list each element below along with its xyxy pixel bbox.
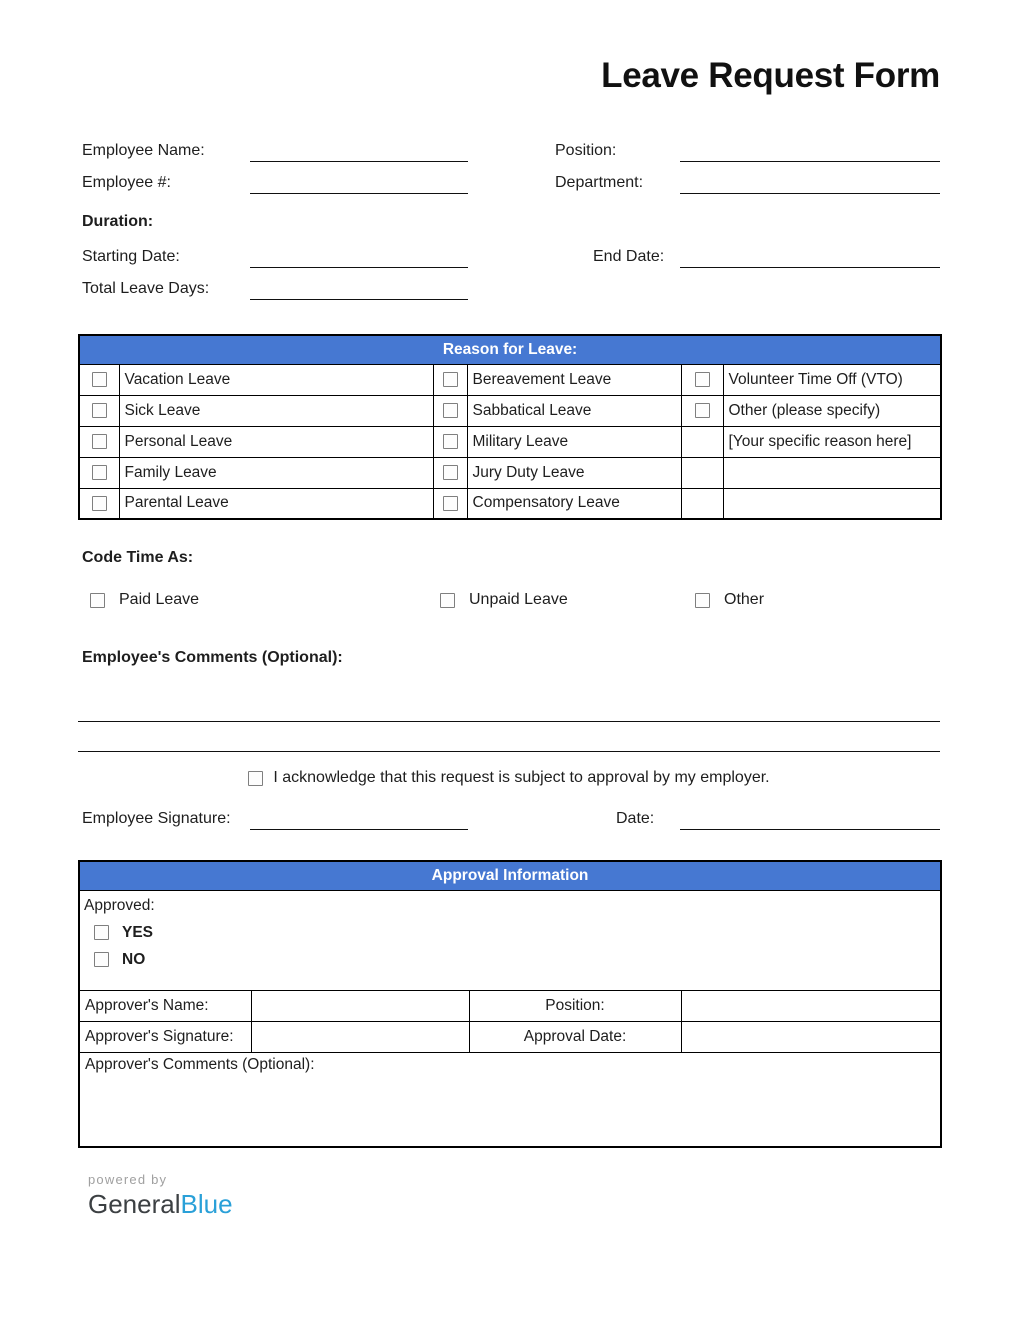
approver-comments-label: Approver's Comments (Optional): bbox=[85, 1055, 315, 1073]
approver-signature-label: Approver's Signature: bbox=[79, 1021, 251, 1052]
employee-name-field[interactable] bbox=[250, 140, 468, 162]
personal-leave-checkbox-cell bbox=[79, 426, 119, 457]
brand-blue-text: Blue bbox=[180, 1189, 233, 1219]
parental-leave-checkbox-cell bbox=[79, 488, 119, 519]
approval-date-label: Approval Date: bbox=[469, 1021, 681, 1052]
position-label: Position: bbox=[555, 142, 617, 159]
military-leave-checkbox-cell bbox=[433, 426, 467, 457]
duration-label: Duration: bbox=[82, 213, 154, 230]
specific-reason-placeholder[interactable]: [Your specific reason here] bbox=[723, 426, 941, 457]
sick-leave-checkbox[interactable] bbox=[92, 403, 107, 418]
brand-general-text: General bbox=[88, 1189, 181, 1219]
code-time-options bbox=[78, 588, 940, 612]
approval-no-option bbox=[84, 951, 936, 969]
unpaid-leave-option bbox=[440, 591, 695, 609]
empty-checkbox-cell bbox=[681, 426, 723, 457]
employee-number-department-row bbox=[78, 162, 940, 194]
department-field[interactable] bbox=[680, 172, 940, 194]
form-title: Leave Request Form bbox=[601, 56, 940, 95]
paid-leave-label: Paid Leave bbox=[119, 591, 200, 608]
military-leave-label: Military Leave bbox=[467, 426, 681, 457]
employee-signature-field[interactable] bbox=[250, 808, 468, 830]
position-field[interactable] bbox=[680, 140, 940, 162]
vacation-leave-label: Vacation Leave bbox=[119, 364, 433, 395]
empty-cell bbox=[723, 457, 941, 488]
jury-duty-leave-checkbox[interactable] bbox=[443, 465, 458, 480]
employee-signature-label: Employee Signature: bbox=[82, 810, 231, 827]
employee-number-field[interactable] bbox=[250, 172, 468, 194]
empty-checkbox-cell bbox=[681, 457, 723, 488]
sabbatical-leave-checkbox[interactable] bbox=[443, 403, 458, 418]
compensatory-leave-label: Compensatory Leave bbox=[467, 488, 681, 519]
approver-position-input-cell[interactable] bbox=[681, 990, 941, 1021]
other-reason-checkbox-cell bbox=[681, 395, 723, 426]
employee-comments-label: Employee's Comments (Optional): bbox=[82, 649, 343, 666]
jury-duty-leave-label: Jury Duty Leave bbox=[467, 457, 681, 488]
other-reason-label: Other (please specify) bbox=[723, 395, 941, 426]
reason-row-3 bbox=[79, 426, 941, 457]
approval-information-table bbox=[78, 860, 942, 1148]
approval-yes-label: YES bbox=[122, 923, 154, 941]
vto-checkbox[interactable] bbox=[695, 372, 710, 387]
other-code-option bbox=[695, 591, 764, 609]
other-code-label: Other bbox=[724, 591, 765, 608]
sick-leave-label: Sick Leave bbox=[119, 395, 433, 426]
approver-position-label: Position: bbox=[469, 990, 681, 1021]
bereavement-leave-checkbox-cell bbox=[433, 364, 467, 395]
reason-for-leave-table bbox=[78, 334, 942, 520]
employee-signature-row bbox=[78, 798, 940, 830]
sabbatical-leave-checkbox-cell bbox=[433, 395, 467, 426]
approval-date-input-cell[interactable] bbox=[681, 1021, 941, 1052]
approval-no-checkbox[interactable] bbox=[94, 952, 109, 967]
empty-checkbox-cell bbox=[681, 488, 723, 519]
employee-name-label: Employee Name: bbox=[82, 142, 205, 159]
family-leave-checkbox[interactable] bbox=[92, 465, 107, 480]
approval-no-label: NO bbox=[122, 950, 146, 968]
approval-information-header: Approval Information bbox=[79, 861, 941, 890]
reason-row-4 bbox=[79, 457, 941, 488]
sick-leave-checkbox-cell bbox=[79, 395, 119, 426]
acknowledgment-text: I acknowledge that this request is subject to approval by my employer. bbox=[273, 769, 770, 786]
code-time-as-label: Code Time As: bbox=[82, 549, 194, 566]
jury-duty-leave-checkbox-cell bbox=[433, 457, 467, 488]
parental-leave-label: Parental Leave bbox=[119, 488, 433, 519]
acknowledgment-checkbox[interactable] bbox=[248, 771, 263, 786]
family-leave-checkbox-cell bbox=[79, 457, 119, 488]
reason-row-2 bbox=[79, 395, 941, 426]
total-leave-days-row bbox=[78, 268, 940, 300]
signature-date-field[interactable] bbox=[680, 808, 940, 830]
approver-comments-cell[interactable] bbox=[79, 1052, 941, 1147]
general-blue-logo bbox=[88, 1189, 940, 1220]
reason-row-5 bbox=[79, 488, 941, 519]
approver-signature-row bbox=[79, 1021, 941, 1052]
unpaid-leave-label: Unpaid Leave bbox=[469, 591, 568, 608]
approval-yes-checkbox[interactable] bbox=[94, 925, 109, 940]
vacation-leave-checkbox[interactable] bbox=[92, 372, 107, 387]
employee-comments-line-2[interactable] bbox=[78, 722, 940, 752]
other-reason-checkbox[interactable] bbox=[695, 403, 710, 418]
approval-yes-option bbox=[84, 924, 936, 942]
department-label: Department: bbox=[555, 174, 644, 191]
bereavement-leave-label: Bereavement Leave bbox=[467, 364, 681, 395]
acknowledgment-row bbox=[78, 766, 940, 790]
approver-name-input-cell[interactable] bbox=[251, 990, 469, 1021]
unpaid-leave-checkbox[interactable] bbox=[440, 593, 455, 608]
employee-name-position-row bbox=[78, 130, 940, 162]
reason-row-1 bbox=[79, 364, 941, 395]
total-leave-days-label: Total Leave Days: bbox=[82, 280, 210, 297]
approver-signature-input-cell[interactable] bbox=[251, 1021, 469, 1052]
approver-name-row bbox=[79, 990, 941, 1021]
compensatory-leave-checkbox[interactable] bbox=[443, 496, 458, 511]
starting-date-field[interactable] bbox=[250, 246, 468, 268]
compensatory-leave-checkbox-cell bbox=[433, 488, 467, 519]
vto-label: Volunteer Time Off (VTO) bbox=[723, 364, 941, 395]
reason-for-leave-header: Reason for Leave: bbox=[79, 335, 941, 364]
other-code-checkbox[interactable] bbox=[695, 593, 710, 608]
total-leave-days-field[interactable] bbox=[250, 278, 468, 300]
powered-by-text: powered by bbox=[88, 1172, 168, 1187]
family-leave-label: Family Leave bbox=[119, 457, 433, 488]
approved-section-cell bbox=[79, 890, 941, 990]
vacation-leave-checkbox-cell bbox=[79, 364, 119, 395]
paid-leave-option bbox=[90, 591, 440, 609]
dates-row bbox=[78, 236, 940, 268]
bereavement-leave-checkbox[interactable] bbox=[443, 372, 458, 387]
starting-date-label: Starting Date: bbox=[82, 248, 180, 265]
footer bbox=[78, 1172, 940, 1220]
empty-cell bbox=[723, 488, 941, 519]
employee-number-label: Employee #: bbox=[82, 174, 171, 191]
employee-comments-line-1[interactable] bbox=[78, 692, 940, 722]
personal-leave-label: Personal Leave bbox=[119, 426, 433, 457]
approved-label: Approved: bbox=[84, 896, 155, 914]
paid-leave-checkbox[interactable] bbox=[90, 593, 105, 608]
sabbatical-leave-label: Sabbatical Leave bbox=[467, 395, 681, 426]
parental-leave-checkbox[interactable] bbox=[92, 496, 107, 511]
end-date-label: End Date: bbox=[593, 248, 665, 265]
approver-name-label: Approver's Name: bbox=[79, 990, 251, 1021]
military-leave-checkbox[interactable] bbox=[443, 434, 458, 449]
end-date-field[interactable] bbox=[680, 246, 940, 268]
personal-leave-checkbox[interactable] bbox=[92, 434, 107, 449]
vto-checkbox-cell bbox=[681, 364, 723, 395]
signature-date-label: Date: bbox=[616, 810, 655, 827]
